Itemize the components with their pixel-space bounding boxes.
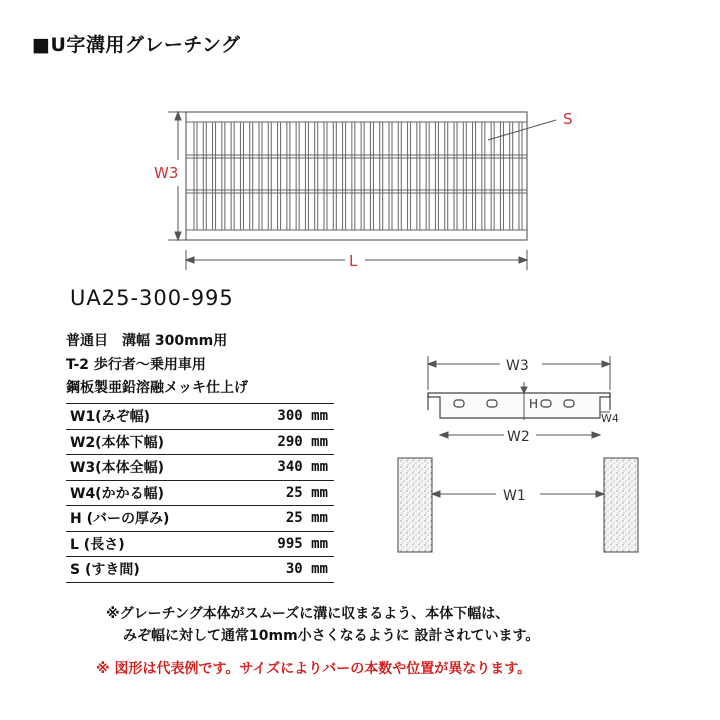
page-title: ■U字溝用グレーチング bbox=[32, 34, 241, 56]
spec-label: W3(本体全幅) bbox=[66, 455, 239, 481]
table-row bbox=[66, 404, 334, 430]
section-w4-label: W4 bbox=[601, 412, 619, 425]
table-row bbox=[66, 480, 334, 506]
description-line-3: 鋼板製亜鉛溶融メッキ仕上げ bbox=[66, 380, 248, 396]
spec-value: 995 mm bbox=[239, 531, 334, 557]
spec-label: H (バーの厚み) bbox=[66, 506, 239, 532]
note-line-2: みぞ幅に対して通常10mm小さくなるように 設計されています。 bbox=[123, 628, 540, 644]
spec-table bbox=[66, 403, 334, 583]
description-line-2: T-2 歩行者～乗用車用 bbox=[66, 357, 206, 373]
table-row bbox=[66, 455, 334, 481]
w3-label: W3 bbox=[154, 164, 179, 182]
spec-label: S (すき間) bbox=[66, 557, 239, 583]
description-line-1: 普通目 溝幅 300mm用 bbox=[66, 333, 228, 349]
section-w3-label: W3 bbox=[506, 358, 529, 374]
table-row bbox=[66, 531, 334, 557]
table-row bbox=[66, 429, 334, 455]
section-w1-label: W1 bbox=[503, 488, 526, 504]
table-row bbox=[66, 506, 334, 532]
right-wall bbox=[604, 458, 638, 552]
spec-value: 25 mm bbox=[239, 506, 334, 532]
grating-outline bbox=[186, 112, 527, 240]
l-label: L bbox=[349, 252, 358, 270]
table-row bbox=[66, 557, 334, 583]
grating-plan-diagram bbox=[0, 0, 720, 280]
section-w2-label: W2 bbox=[507, 429, 530, 445]
spec-label: W4(かかる幅) bbox=[66, 480, 239, 506]
spec-label: W1(みぞ幅) bbox=[66, 404, 239, 430]
cross-section-diagram bbox=[370, 340, 670, 560]
model-number: UA25-300-995 bbox=[70, 286, 234, 310]
spec-value: 300 mm bbox=[239, 404, 334, 430]
spec-label: L (長さ) bbox=[66, 531, 239, 557]
s-label: S bbox=[563, 110, 573, 128]
warning-note: ※ 図形は代表例です。サイズによりバーの本数や位置が異なります。 bbox=[96, 661, 532, 677]
spec-value: 340 mm bbox=[239, 455, 334, 481]
grating-section bbox=[428, 393, 610, 418]
note-line-1: ※グレーチング本体がスムーズに溝に収まるよう、本体下幅は、 bbox=[106, 606, 510, 622]
spec-value: 25 mm bbox=[239, 480, 334, 506]
spec-label: W2(本体下幅) bbox=[66, 429, 239, 455]
section-h-label: H bbox=[529, 397, 539, 411]
spec-value: 290 mm bbox=[239, 429, 334, 455]
left-wall bbox=[398, 458, 432, 552]
spec-value: 30 mm bbox=[239, 557, 334, 583]
